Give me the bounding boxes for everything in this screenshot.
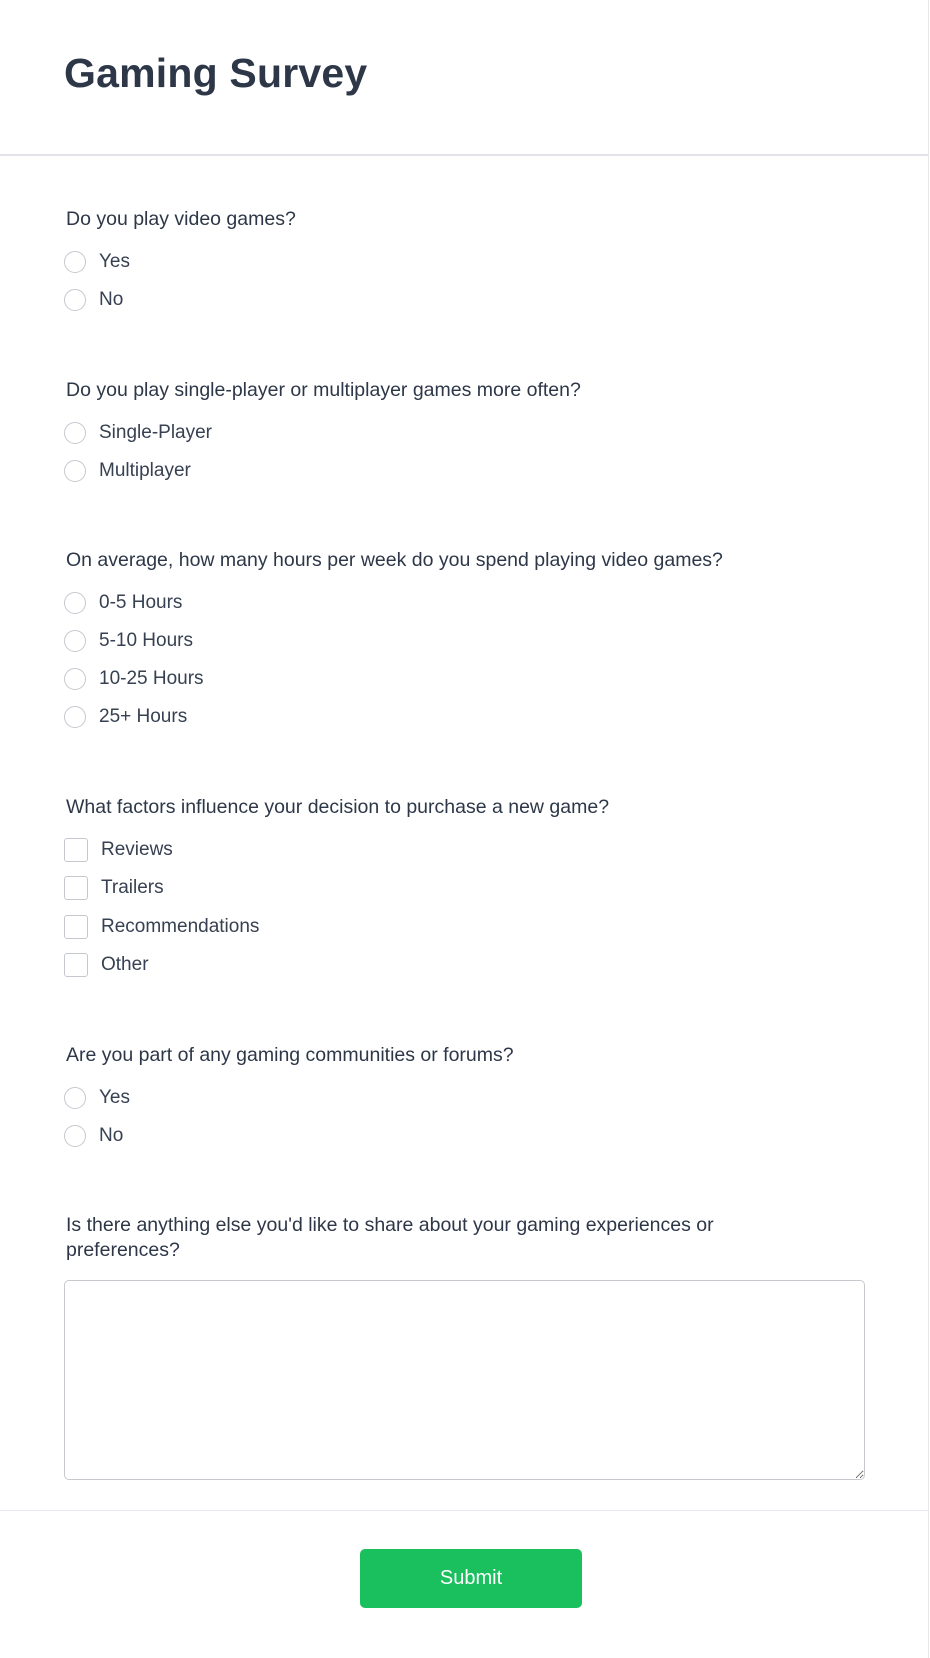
option-10-25-hours[interactable] xyxy=(64,666,204,692)
checkbox[interactable] xyxy=(64,915,88,939)
option-label: Other xyxy=(101,954,149,975)
option-label: Reviews xyxy=(101,839,173,860)
radio-button[interactable] xyxy=(64,592,86,614)
radio-button[interactable] xyxy=(64,706,86,728)
question-single-or-multiplayer xyxy=(66,378,866,481)
option-yes[interactable] xyxy=(64,1085,130,1111)
radio-button[interactable] xyxy=(64,630,86,652)
question-anything-else xyxy=(66,1213,826,1263)
option-no[interactable] xyxy=(64,287,123,313)
question-purchase-factors xyxy=(66,795,866,975)
radio-button[interactable] xyxy=(64,460,86,482)
radio-button[interactable] xyxy=(64,668,86,690)
footer-divider xyxy=(0,1510,929,1511)
question-gaming-communities xyxy=(66,1043,866,1146)
radio-button[interactable] xyxy=(64,289,86,311)
option-reviews[interactable] xyxy=(64,837,173,863)
option-label: Single-Player xyxy=(99,422,212,443)
option-25-plus-hours[interactable] xyxy=(64,704,187,730)
checkbox[interactable] xyxy=(64,876,88,900)
option-0-5-hours[interactable] xyxy=(64,590,182,616)
option-5-10-hours[interactable] xyxy=(64,628,193,654)
option-multiplayer[interactable] xyxy=(64,458,191,484)
question-hours-per-week xyxy=(66,548,866,727)
question-label: Are you part of any gaming communities or forums? xyxy=(66,1044,514,1066)
option-label: No xyxy=(99,1125,124,1146)
option-label: 0-5 Hours xyxy=(99,592,183,613)
option-label: Yes xyxy=(99,251,130,272)
option-recommendations[interactable] xyxy=(64,914,259,940)
comments-textarea[interactable] xyxy=(64,1280,865,1480)
option-label: Yes xyxy=(99,1087,130,1108)
option-single-player[interactable] xyxy=(64,420,212,446)
option-label: Multiplayer xyxy=(99,460,191,481)
question-label: What factors influence your decision to purchase a new game? xyxy=(66,796,610,818)
checkbox[interactable] xyxy=(64,838,88,862)
option-trailers[interactable] xyxy=(64,875,164,901)
option-label: 10-25 Hours xyxy=(99,668,204,689)
question-label: On average, how many hours per week do you spend playing video games? xyxy=(66,549,723,571)
header xyxy=(0,0,928,156)
question-label: Is there anything else you'd like to share about your gaming experiences or preferences? xyxy=(66,1214,714,1261)
radio-button[interactable] xyxy=(64,1125,86,1147)
option-no[interactable] xyxy=(64,1123,123,1149)
option-label: Recommendations xyxy=(101,916,260,937)
checkbox[interactable] xyxy=(64,953,88,977)
option-label: 5-10 Hours xyxy=(99,630,193,651)
option-yes[interactable] xyxy=(64,249,130,275)
option-label: 25+ Hours xyxy=(99,706,188,727)
radio-button[interactable] xyxy=(64,251,86,273)
radio-button[interactable] xyxy=(64,422,86,444)
question-label: Do you play single-player or multiplayer games more often? xyxy=(66,379,581,401)
question-play-video-games xyxy=(66,207,866,310)
option-label: Trailers xyxy=(101,877,164,898)
submit-button[interactable]: Submit xyxy=(360,1549,582,1608)
option-label: No xyxy=(99,289,124,310)
radio-button[interactable] xyxy=(64,1087,86,1109)
option-other[interactable] xyxy=(64,952,149,978)
question-label: Do you play video games? xyxy=(66,208,296,230)
page-title: Gaming Survey xyxy=(64,50,368,96)
